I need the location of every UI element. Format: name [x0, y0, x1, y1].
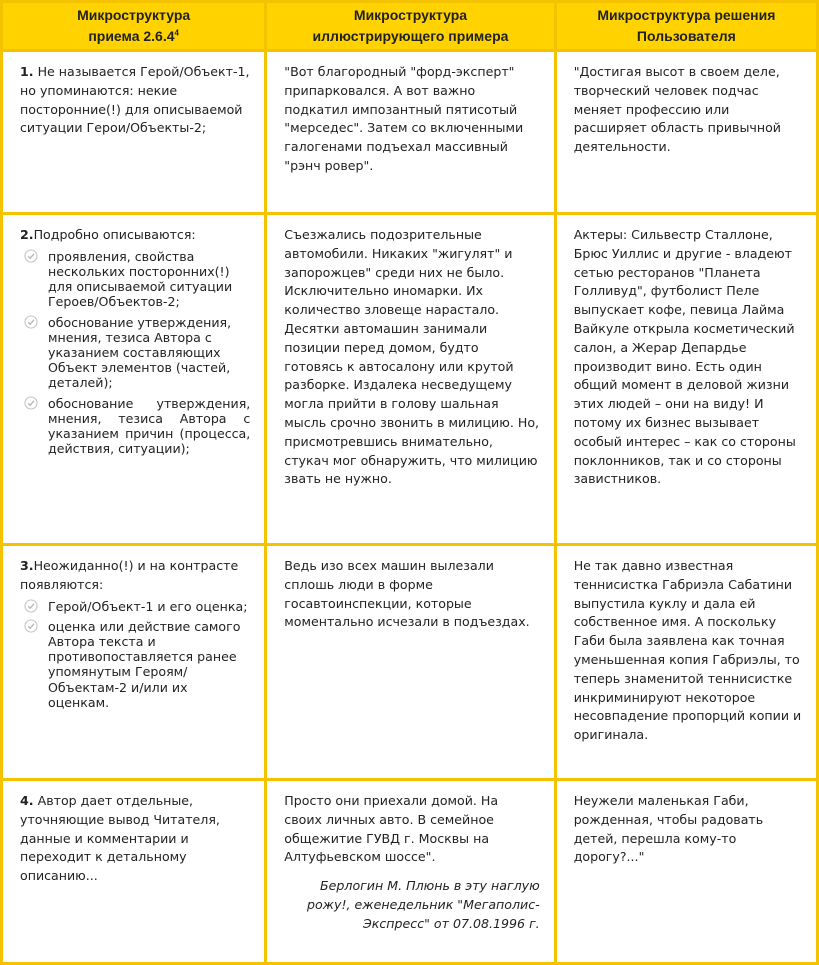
technique-cell — [3, 215, 264, 543]
step-number: 4. — [20, 793, 34, 808]
check-circle-icon — [24, 599, 38, 613]
header-example-line1: Микроструктура — [353, 7, 468, 23]
table-row — [3, 546, 816, 778]
header-example — [267, 3, 553, 49]
list-item-text: Герой/Объект-1 и его оценка; — [48, 598, 248, 614]
header-technique-line2: приема 2.6.4 — [88, 28, 175, 44]
check-circle-icon — [24, 315, 38, 329]
list-item-text: проявления, свойства нескольких посторонних(!) для описываемой ситуации Героев/Объектов-2; — [48, 248, 233, 310]
solution-text: Неужели маленькая Габи, рожденная, чтобы радовать детей, перешла кому-то дорогу?..." — [573, 793, 764, 865]
header-technique-line1: Микроструктура — [77, 7, 191, 23]
step-number: 2. — [20, 227, 34, 242]
example-text: "Вот благородный "форд-эксперт" припарковался. А вот важно подкатил импозантный пятисотый "мерседес". Затем со включенными галогенами подъехал массивный "рэнч ровер". — [284, 64, 524, 173]
example-text: Просто они приехали домой. На своих личных авто. В семейное общежитие ГУВД г. Москвы на Алтуфьевском шоссе". — [284, 793, 499, 865]
example-cell — [267, 546, 553, 778]
list-item — [20, 315, 250, 391]
solution-text: "Достигая высот в своем деле, творческий человек подчас меняет профессию или расширяет область привычной деятельности. — [573, 64, 781, 155]
list-item — [20, 599, 250, 614]
header-solution-line1: Микроструктура решения — [597, 7, 776, 23]
list-item — [20, 619, 250, 710]
list-item — [20, 396, 250, 457]
example-text: Ведь изо всех машин вылезали сплошь люди в форме госавтоинспекции, которые моментально исчезали в подъездах. — [284, 558, 530, 630]
header-example-line2: иллюстрирующего примера — [312, 28, 509, 44]
footnote-marker: 4 — [174, 28, 179, 38]
header-solution — [557, 3, 816, 49]
example-cell — [267, 781, 553, 962]
example-cell — [267, 215, 553, 543]
step-description: Автор дает отдельные, уточняющие вывод Читателя, данные и комментарии и переходит к детальному описанию... — [20, 793, 220, 884]
solution-cell — [557, 546, 816, 778]
step-description: Не называется Герой/Объект-1, но упоминаются: некие посторонние(!) для описываемой ситуации Герои/Объекты-2; — [20, 64, 250, 136]
checklist — [20, 249, 250, 457]
header-technique — [3, 3, 264, 49]
step-description: Неожиданно(!) и на контрасте появляются: — [20, 558, 239, 592]
step-number: 1. — [20, 64, 34, 79]
list-item-text: обоснование утверждения, мнения, тезиса Автора с указанием причин (процесса, действия, ситуации); — [48, 395, 251, 457]
solution-cell — [557, 52, 816, 212]
technique-cell — [3, 781, 264, 962]
technique-cell — [3, 52, 264, 212]
header-solution-line2: Пользователя — [636, 28, 736, 44]
solution-text: Актеры: Сильвестр Сталлоне, Брюс Уиллис и другие - владеют сетью ресторанов "Планета Голливуд", футболист Пеле выпускает кофе, певица Лайма Вайкуле открыла косметический салон, а Жерар Депардье производит вино. Есть один общий момент в деловой жизни этих людей – они на виду! И потому их бизнес вызывает особый интерес – как со стороны поклонников, так и со стороны завистников. — [573, 227, 796, 487]
source-citation: Берлогин М. Плюнь в эту наглую рожу!, еженедельник "Мегаполис-Экспресс" от 07.08.1996 г. — [306, 878, 540, 931]
list-item-text: оценка или действие самого Автора текста и противопоставляется ранее упомянутым Героям/Объектам-2 и/или их оценкам. — [48, 618, 241, 710]
solution-text: Не так давно известная теннисистка Габриэла Сабатини выпустила куклу и дала ей собственное имя. А поскольку Габи была заявлена как точная уменьшенная копия Габриэлы, то теперь знаменитой теннисистке инкриминируют некоторое несовпадение пропорций копии и оригинала. — [573, 558, 802, 743]
check-circle-icon — [24, 396, 38, 410]
check-circle-icon — [24, 619, 38, 633]
step-number: 3. — [20, 558, 34, 573]
check-circle-icon — [24, 249, 38, 263]
example-text: Съезжались подозрительные автомобили. Никаких "жигулят" и запорожцев" среди них не было. Исключительно иномарки. Их количество зловеще нарастало. Десятки автомашин занимали позиции перед домом, будто готовясь к автосалону или крутой разборке. Издалека несведущему могла прийти в голову шальная мысль срочно звонить в милицию. Но, присмотревшись внимательно, стукач мог обнаружить, что милицию звать не нужно. — [284, 227, 540, 487]
technique-cell — [3, 546, 264, 778]
solution-cell — [557, 215, 816, 543]
example-cell — [267, 52, 553, 212]
list-item — [20, 249, 250, 310]
solution-cell — [557, 781, 816, 962]
table-row — [3, 52, 816, 212]
checklist — [20, 599, 250, 710]
list-item-text: обоснование утверждения, мнения, тезиса Автора с указанием составляющих Объект элементов (частей, деталей); — [48, 314, 232, 391]
table-row — [3, 215, 816, 543]
step-description: Подробно описываются: — [33, 227, 196, 242]
table-row — [3, 781, 816, 962]
header-row — [3, 3, 816, 49]
